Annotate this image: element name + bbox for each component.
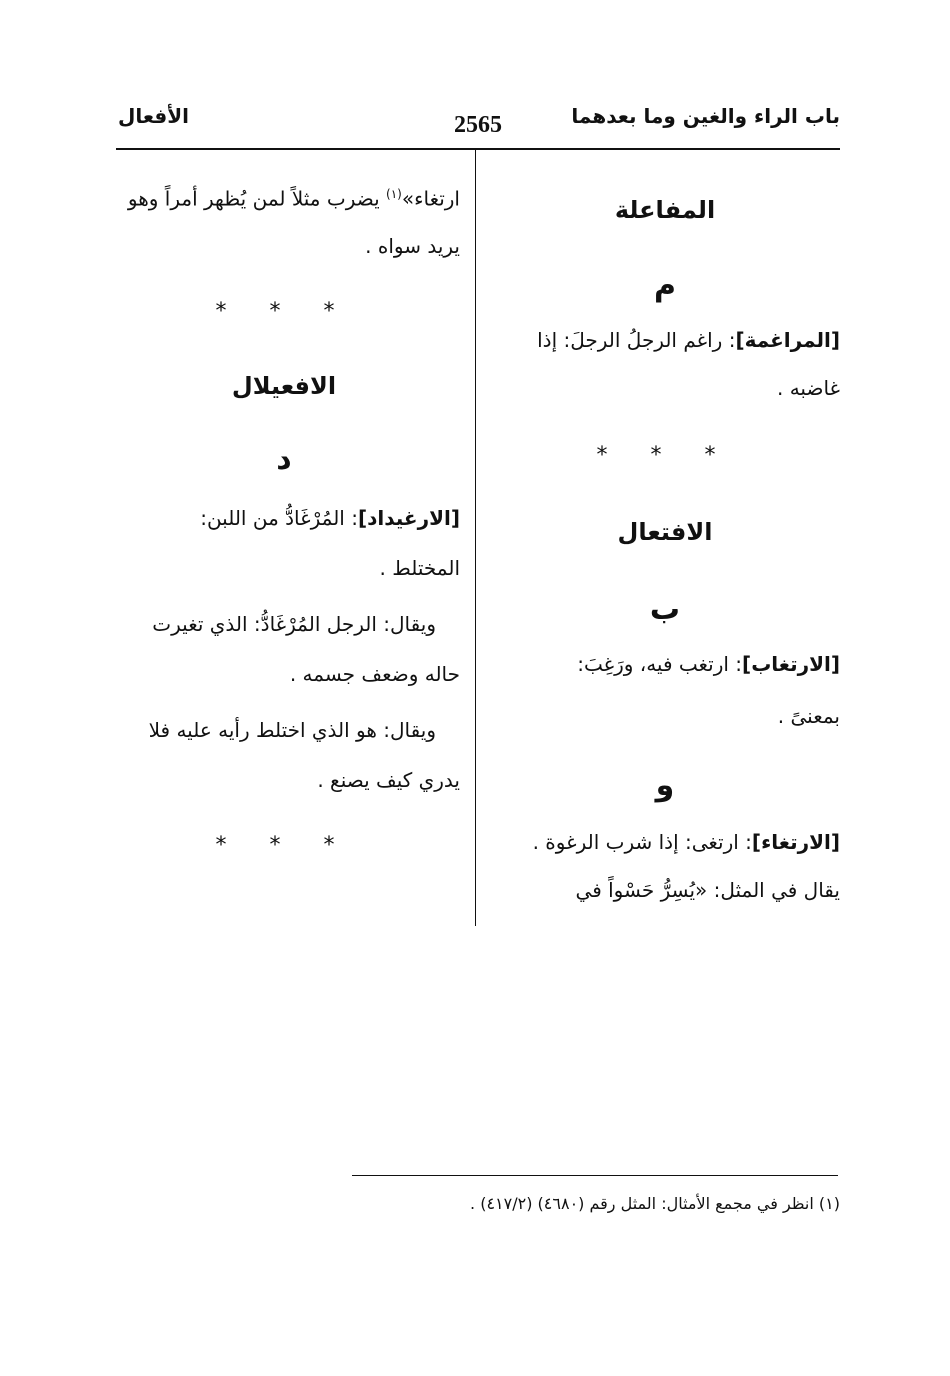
entry-muraghama-cont: غاضبه . [776, 376, 840, 400]
entry-continuation-2: يريد سواه . [365, 234, 460, 258]
column-divider [475, 150, 476, 926]
entry-irghidad: [الارغيداد]: المُرْغَادُّ من اللبن: [200, 506, 460, 530]
entry-yuqal-2-cont: يدري كيف يصنع . [317, 768, 460, 792]
letter-heading-ba: ب [649, 592, 681, 627]
entry-irghidad-cont: المختلط . [379, 556, 460, 580]
left-column [108, 150, 460, 930]
running-header-left: الأفعال [118, 104, 189, 128]
entry-term: [المراغمة] [735, 328, 840, 352]
right-column [490, 150, 840, 930]
separator-stars: * * * [215, 833, 353, 858]
entry-yuqal-1-cont: حاله وضعف جسمه . [289, 662, 460, 686]
footnote-ref: (١) [386, 187, 402, 201]
entry-yuqal-2: ويقال: هو الذي اختلط رأيه عليه فلا [148, 718, 436, 742]
entry-irtigha-cont: يقال في المثل: «يُسِرُّ حَسْواً في [575, 878, 840, 902]
entry-irtighab-cont: بمعنىً . [777, 704, 840, 728]
running-header-right: باب الراء والغين وما بعدهما [571, 104, 840, 128]
section-title-iftiaal: الافتعال [617, 518, 713, 546]
separator-stars: * * * [215, 299, 353, 324]
entry-irtighab: [الارتغاب]: ارتغب فيه، ورَغِبَ: [577, 652, 840, 676]
entry-yuqal-1: ويقال: الرجل المُرْغَادُّ: الذي تغيرت [152, 612, 436, 636]
section-title-mufaala: المفاعلة [614, 196, 716, 224]
footnote-rule [352, 1175, 838, 1176]
section-title-ifiilaal: الافعيلال [231, 372, 337, 400]
letter-heading-waw: و [655, 768, 675, 803]
entry-muraghama: [المراغمة]: راغم الرجلُ الرجلَ: إذا [537, 328, 840, 352]
letter-heading-mim: م [654, 268, 676, 303]
separator-stars: * * * [596, 443, 734, 468]
footnote: (١) انظر في مجمع الأمثال: المثل رقم (٤٦٨٠) (٤١٧/٢) . [470, 1194, 840, 1213]
entry-irtigha: [الارتغاء]: ارتغى: إذا شرب الرغوة . [532, 830, 840, 854]
page-number: 2565 [454, 112, 502, 138]
letter-heading-dal: د [276, 442, 292, 477]
entry-continuation: ارتغاء»$^{(١)}$ يضرب مثلاً لمن يُظهر أمراً وهو [127, 186, 460, 211]
